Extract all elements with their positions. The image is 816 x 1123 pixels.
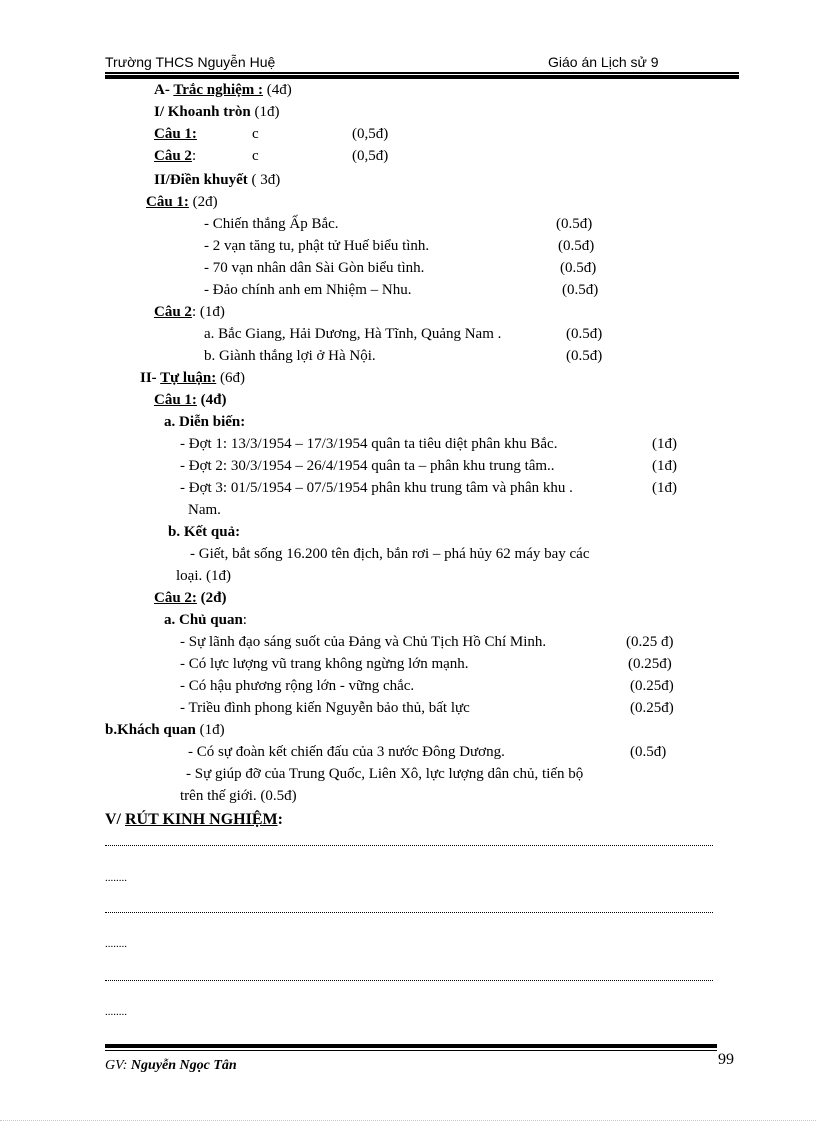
mc-q1-label: Câu 1: <box>154 126 197 142</box>
part-b-title: Tự luận: <box>160 370 217 386</box>
fill-q1-label: Câu 1: <box>146 194 189 210</box>
mc-q2-colon: : <box>191 148 197 164</box>
header-school: Trường THCS Nguyễn Huệ <box>105 54 276 70</box>
phase-3-continuation: Nam. <box>188 502 221 518</box>
footer-teacher-label: GV: <box>105 1058 131 1073</box>
footer-rule-thick <box>105 1044 717 1048</box>
page-number: 99 <box>718 1051 734 1068</box>
footer-teacher-name: Nguyễn Ngọc Tân <box>130 1058 237 1073</box>
essay-q1-heading <box>154 390 227 410</box>
subjective-row: - Triều đình phong kiến Nguyễn bảo thủ, bất lực <box>180 700 470 716</box>
mc-q2-score: (0,5đ) <box>352 148 389 164</box>
essay-q1-label: Câu 1: <box>154 392 197 408</box>
section-fill-score: ( 3đ) <box>247 172 281 188</box>
phase-score: (1đ) <box>652 480 677 496</box>
ket-qua-heading: b. Kết quả: <box>168 524 241 540</box>
section-multiple-choice <box>154 102 279 122</box>
footer-teacher <box>105 1056 237 1076</box>
phase-row: - Đợt 3: 01/5/1954 – 07/5/1954 phân khu trung tâm và phân khu . <box>180 480 573 496</box>
essay-q2-label: Câu 2: <box>154 590 197 606</box>
dotted-line <box>105 845 713 846</box>
subjective-score: (0.25đ) <box>630 678 674 694</box>
khach-quan-heading <box>105 720 225 740</box>
subjective-row: - Có hậu phương rộng lớn - vững chắc. <box>180 678 415 694</box>
subjective-row: - Sự lãnh đạo sáng suốt của Đảng và Chủ Tịch Hồ Chí Minh. <box>180 634 547 650</box>
list-item-score: (0.5đ) <box>566 326 603 342</box>
fill-q2-score: : (1đ) <box>191 304 225 320</box>
header-rule-thin <box>105 72 739 74</box>
list-item: - 70 vạn nhân dân Sài Gòn biểu tình. <box>204 260 425 276</box>
list-item: - 2 vạn tăng tu, phật tử Huế biểu tình. <box>204 238 430 254</box>
list-item: b. Giành thắng lợi ở Hà Nội. <box>204 348 376 364</box>
mc-q1-score: (0,5đ) <box>352 126 389 142</box>
list-item-score: (0.5đ) <box>566 348 603 364</box>
dotted-line <box>105 912 713 913</box>
list-item-score: (0.5đ) <box>558 238 595 254</box>
subjective-score: (0.25đ) <box>630 700 674 716</box>
phase-score: (1đ) <box>652 458 677 474</box>
experience-colon: : <box>277 811 283 828</box>
result-line-2: loại. (1đ) <box>176 568 231 584</box>
part-a-title: Trắc nghiệm : <box>173 82 264 98</box>
khach-quan-label: b.Khách quan <box>105 722 196 738</box>
mc-q2-answer: c <box>252 148 259 164</box>
chu-quan-label: a. Chủ quan <box>164 612 243 628</box>
part-b-heading <box>140 368 245 388</box>
section-mc-title: I/ Khoanh tròn <box>154 104 251 120</box>
result-line-1: - Giết, bắt sống 16.200 tên địch, bắn rơi – phá hủy 62 máy bay các <box>190 546 590 562</box>
objective-2-line-1: - Sự giúp đỡ của Trung Quốc, Liên Xô, lực lượng dân chủ, tiến bộ <box>186 766 584 782</box>
fill-q1-heading <box>146 192 218 212</box>
dotted-line-short: ........ <box>105 872 127 884</box>
experience-prefix: V/ <box>105 811 125 828</box>
experience-title: RÚT KINH NGHIỆM <box>125 811 278 828</box>
subjective-row: - Có lực lượng vũ trang không ngừng lớn mạnh. <box>180 656 469 672</box>
essay-q2-score: (2đ) <box>196 590 227 606</box>
objective-score: (0.5đ) <box>630 744 667 760</box>
dotted-line <box>105 980 713 981</box>
phase-row: - Đợt 2: 30/3/1954 – 26/4/1954 quân ta – phân khu trung tâm.. <box>180 458 555 474</box>
list-item-score: (0.5đ) <box>562 282 599 298</box>
fill-q2-heading <box>154 302 225 322</box>
chu-quan-colon: : <box>242 612 247 628</box>
subjective-score: (0.25 đ) <box>626 634 674 650</box>
part-b-prefix: II- <box>140 370 161 386</box>
section-fill-title: II/Điền khuyết <box>154 172 248 188</box>
list-item-score: (0.5đ) <box>560 260 597 276</box>
objective-2-line-2: trên thế giới. (0.5đ) <box>180 788 297 804</box>
dotted-line-short: ........ <box>105 938 127 950</box>
essay-q2-heading <box>154 588 227 608</box>
list-item: a. Bắc Giang, Hải Dương, Hà Tĩnh, Quảng Nam . <box>204 326 502 342</box>
essay-q1-score: (4đ) <box>196 392 227 408</box>
phase-row: - Đợt 1: 13/3/1954 – 17/3/1954 quân ta tiêu diệt phân khu Bắc. <box>180 436 558 452</box>
mc-q1-answer: c <box>252 126 259 142</box>
mc-q2-label-line <box>154 146 196 166</box>
part-b-score: (6đ) <box>216 370 246 386</box>
fill-q1-score: (2đ) <box>188 194 218 210</box>
section-fill-blank <box>154 170 280 190</box>
header-rule-thick <box>105 75 739 79</box>
section-mc-score: (1đ) <box>250 104 280 120</box>
part-a-prefix: A- <box>154 82 174 98</box>
mc-q2-label: Câu 2 <box>154 148 192 164</box>
chu-quan-heading <box>164 610 247 630</box>
dotted-line-short: ........ <box>105 1006 127 1018</box>
list-item: - Đảo chính anh em Nhiệm – Nhu. <box>204 282 412 298</box>
part-a-score: (4đ) <box>263 82 292 98</box>
header-subject: Giáo án Lịch sử 9 <box>548 54 659 70</box>
khach-quan-score: (1đ) <box>195 722 225 738</box>
subjective-score: (0.25đ) <box>628 656 672 672</box>
dien-bien-heading: a. Diễn biến: <box>164 414 246 430</box>
fill-q2-label: Câu 2 <box>154 304 192 320</box>
list-item: - Chiến thắng Ấp Bắc. <box>204 216 339 232</box>
footer-rule-thin <box>105 1050 717 1051</box>
page-edge <box>0 1120 816 1121</box>
experience-heading <box>105 810 283 830</box>
list-item-score: (0.5đ) <box>556 216 593 232</box>
part-a-heading <box>154 80 292 100</box>
phase-score: (1đ) <box>652 436 677 452</box>
objective-row: - Có sự đoàn kết chiến đấu của 3 nước Đông Dương. <box>188 744 505 760</box>
